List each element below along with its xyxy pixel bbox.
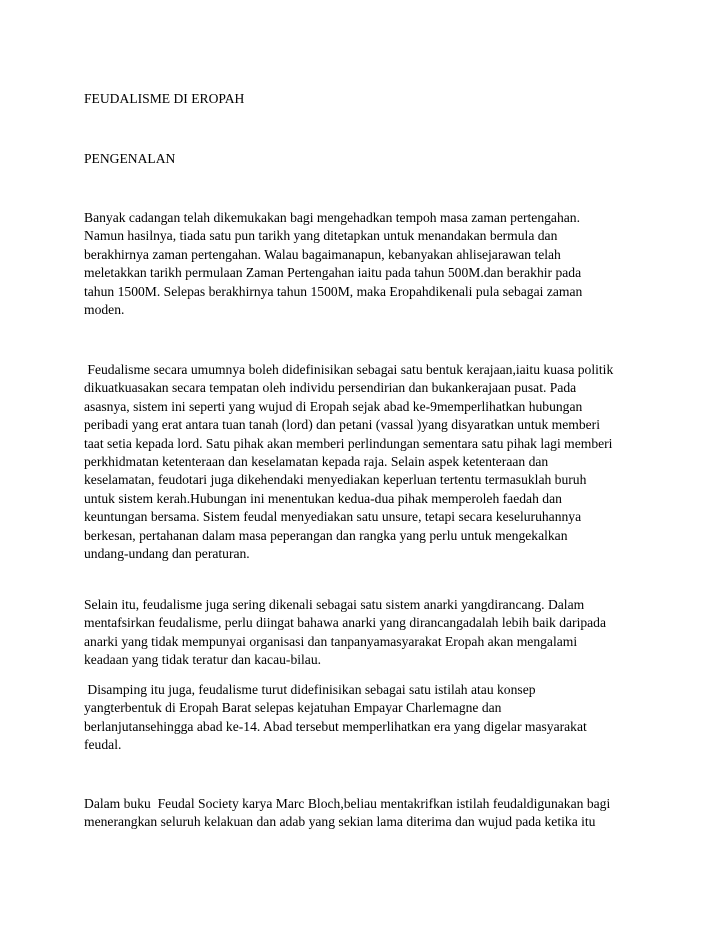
paragraph-line: keselamatan, feudotari juga dikehendaki menyediakan keperluan tertentu termasuklah buruh xyxy=(84,472,587,488)
paragraph-line: anarki yang tidak mempunyai organisasi dan tanpanyamasyarakat Eropah akan mengalami xyxy=(84,633,578,649)
paragraph-line: asasnya, sistem ini seperti yang wujud di Eropah sejak abad ke-9memperlihatkan hubungan xyxy=(84,398,583,414)
paragraph-3 xyxy=(84,596,606,670)
paragraph-line: Banyak cadangan telah dikemukakan bagi mengehadkan tempoh masa zaman pertengahan. xyxy=(84,210,580,225)
paragraph-line: berlanjutansehingga abad ke-14. Abad tersebut memperlihatkan era yang digelar masyarakat xyxy=(84,718,587,734)
paragraph-line: Selain itu, feudalisme juga sering dikenali sebagai satu sistem anarki yangdirancang. Dalam xyxy=(84,597,585,612)
paragraph-line: Feudalisme secara umumnya boleh didefinisikan sebagai satu bentuk kerajaan,iaitu kuasa politik xyxy=(84,362,614,377)
paragraph-line: berakhirnya zaman pertengahan. Walau bagaimanapun, kebanyakan ahlisejarawan telah xyxy=(84,246,561,262)
paragraph-line: feudal. xyxy=(84,737,122,753)
paragraph-2 xyxy=(84,361,613,563)
section-heading: PENGENALAN xyxy=(84,151,176,166)
paragraph-line: Namun hasilnya, tiada satu pun tarikh yang ditetapkan untuk menandakan bermula dan xyxy=(84,228,558,244)
paragraph-line: tahun 1500M. Selepas berakhirnya tahun 1500M, maka Eropahdikenali pula sebagai zaman xyxy=(84,283,583,299)
paragraph-line: undang-undang dan peraturan. xyxy=(84,546,250,562)
paragraph-line: meletakkan tarikh permulaan Zaman Pertengahan iaitu pada tahun 500M.dan berakhir pada xyxy=(84,265,582,281)
paragraph-line: dikuatkuasakan secara tempatan oleh individu persendirian dan bukankerajaan pusat. Pada xyxy=(84,380,577,396)
paragraph-5 xyxy=(84,795,610,832)
paragraph-line: keuntungan bersama. Sistem feudal menyediakan satu unsure, tetapi secara keseluruhannya xyxy=(84,509,582,525)
paragraph-1 xyxy=(84,209,582,319)
paragraph-4 xyxy=(84,681,587,755)
paragraph-line: moden. xyxy=(84,302,125,318)
paragraph-line: yangterbentuk di Eropah Barat selepas kejatuhan Empayar Charlemagne dan xyxy=(84,700,502,716)
paragraph-line: peribadi yang erat antara tuan tanah (lord) dan petani (vassal )yang disyaratkan untuk memberi xyxy=(84,417,600,433)
paragraph-line: untuk sistem kerah.Hubungan ini menentukan kedua-dua pihak memperoleh faedah dan xyxy=(84,490,562,506)
paragraph-line: taat setia kepada lord. Satu pihak akan memberi perlindungan sementara satu pihak lagi memberi xyxy=(84,435,613,451)
paragraph-line: Disamping itu juga, feudalisme turut didefinisikan sebagai satu istilah atau konsep xyxy=(84,682,536,697)
document-title: FEUDALISME DI EROPAH xyxy=(84,91,245,106)
paragraph-line: berkesan, pertahanan dalam masa peperangan dan rangka yang perlu untuk mengekalkan xyxy=(84,527,568,543)
paragraph-line: perkhidmatan ketenteraan dan keselamatan kepada raja. Selain aspek ketenteraan dan xyxy=(84,454,549,470)
paragraph-line: Dalam buku Feudal Society karya Marc Bloch,beliau mentakrifkan istilah feudaldigunakan bagi xyxy=(84,796,611,811)
paragraph-line: keadaan yang tidak teratur dan kacau-bilau. xyxy=(84,652,322,668)
paragraph-line: mentafsirkan feudalisme, perlu diingat bahawa anarki yang dirancangadalah lebih baik daripada xyxy=(84,615,607,631)
paragraph-line: menerangkan seluruh kelakuan dan adab yang sekian lama diterima dan wujud pada ketika itu xyxy=(84,814,596,830)
